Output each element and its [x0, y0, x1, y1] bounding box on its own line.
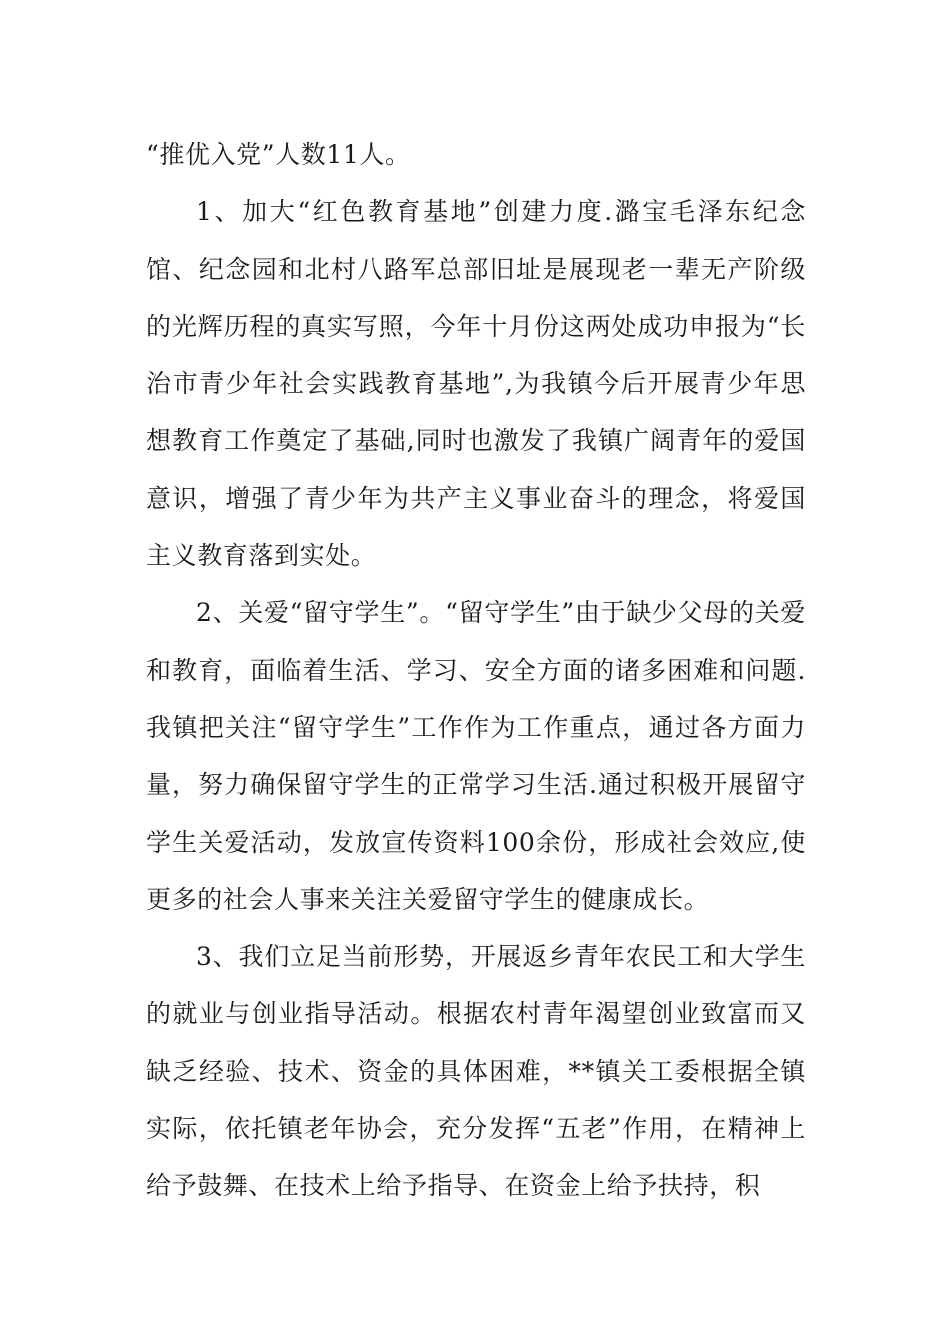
paragraph-red-education-base: 1、加大“红色教育基地”创建力度.潞宝毛泽东纪念馆、纪念园和北村八路军总部旧址是展现老一辈无产阶级的光辉历程的真实写照，今年十月份这两处成功申报为“长治市青少年社会实践教育基地”,为我镇今后开展青少年思想教育工作奠定了基础,同时也激发了我镇广阔青年的爱国意识，增强了青少年为共产主义事业奋斗的理念，将爱国主义教育落到实处。 — [146, 197, 806, 571]
paragraph-employment-guidance: 3、我们立足当前形势，开展返乡青年农民工和大学生的就业与创业指导活动。根据农村青年渴望创业致富而又缺乏经验、技术、资金的具体困难，**镇关工委根据全镇实际，依托镇老年协会，充分发挥“五老”作用，在精神上给予鼓舞、在技术上给予指导、在资金上给予扶持，积 — [146, 942, 806, 1201]
paragraph-continuation: “推优入党”人数11人。 — [146, 140, 411, 169]
document-body — [146, 126, 806, 1215]
paragraph-left-behind-students: 2、关爱“留守学生”。“留守学生”由于缺少父母的关爱和教育，面临着生活、学习、安全方面的诸多困难和问题.我镇把关注“留守学生”工作作为工作重点，通过各方面力量，努力确保留守学生的正常学习生活.通过积极开展留守学生关爱活动，发放宣传资料100余份，形成社会效应,使更多的社会人事来关注关爱留守学生的健康成长。 — [146, 598, 806, 914]
